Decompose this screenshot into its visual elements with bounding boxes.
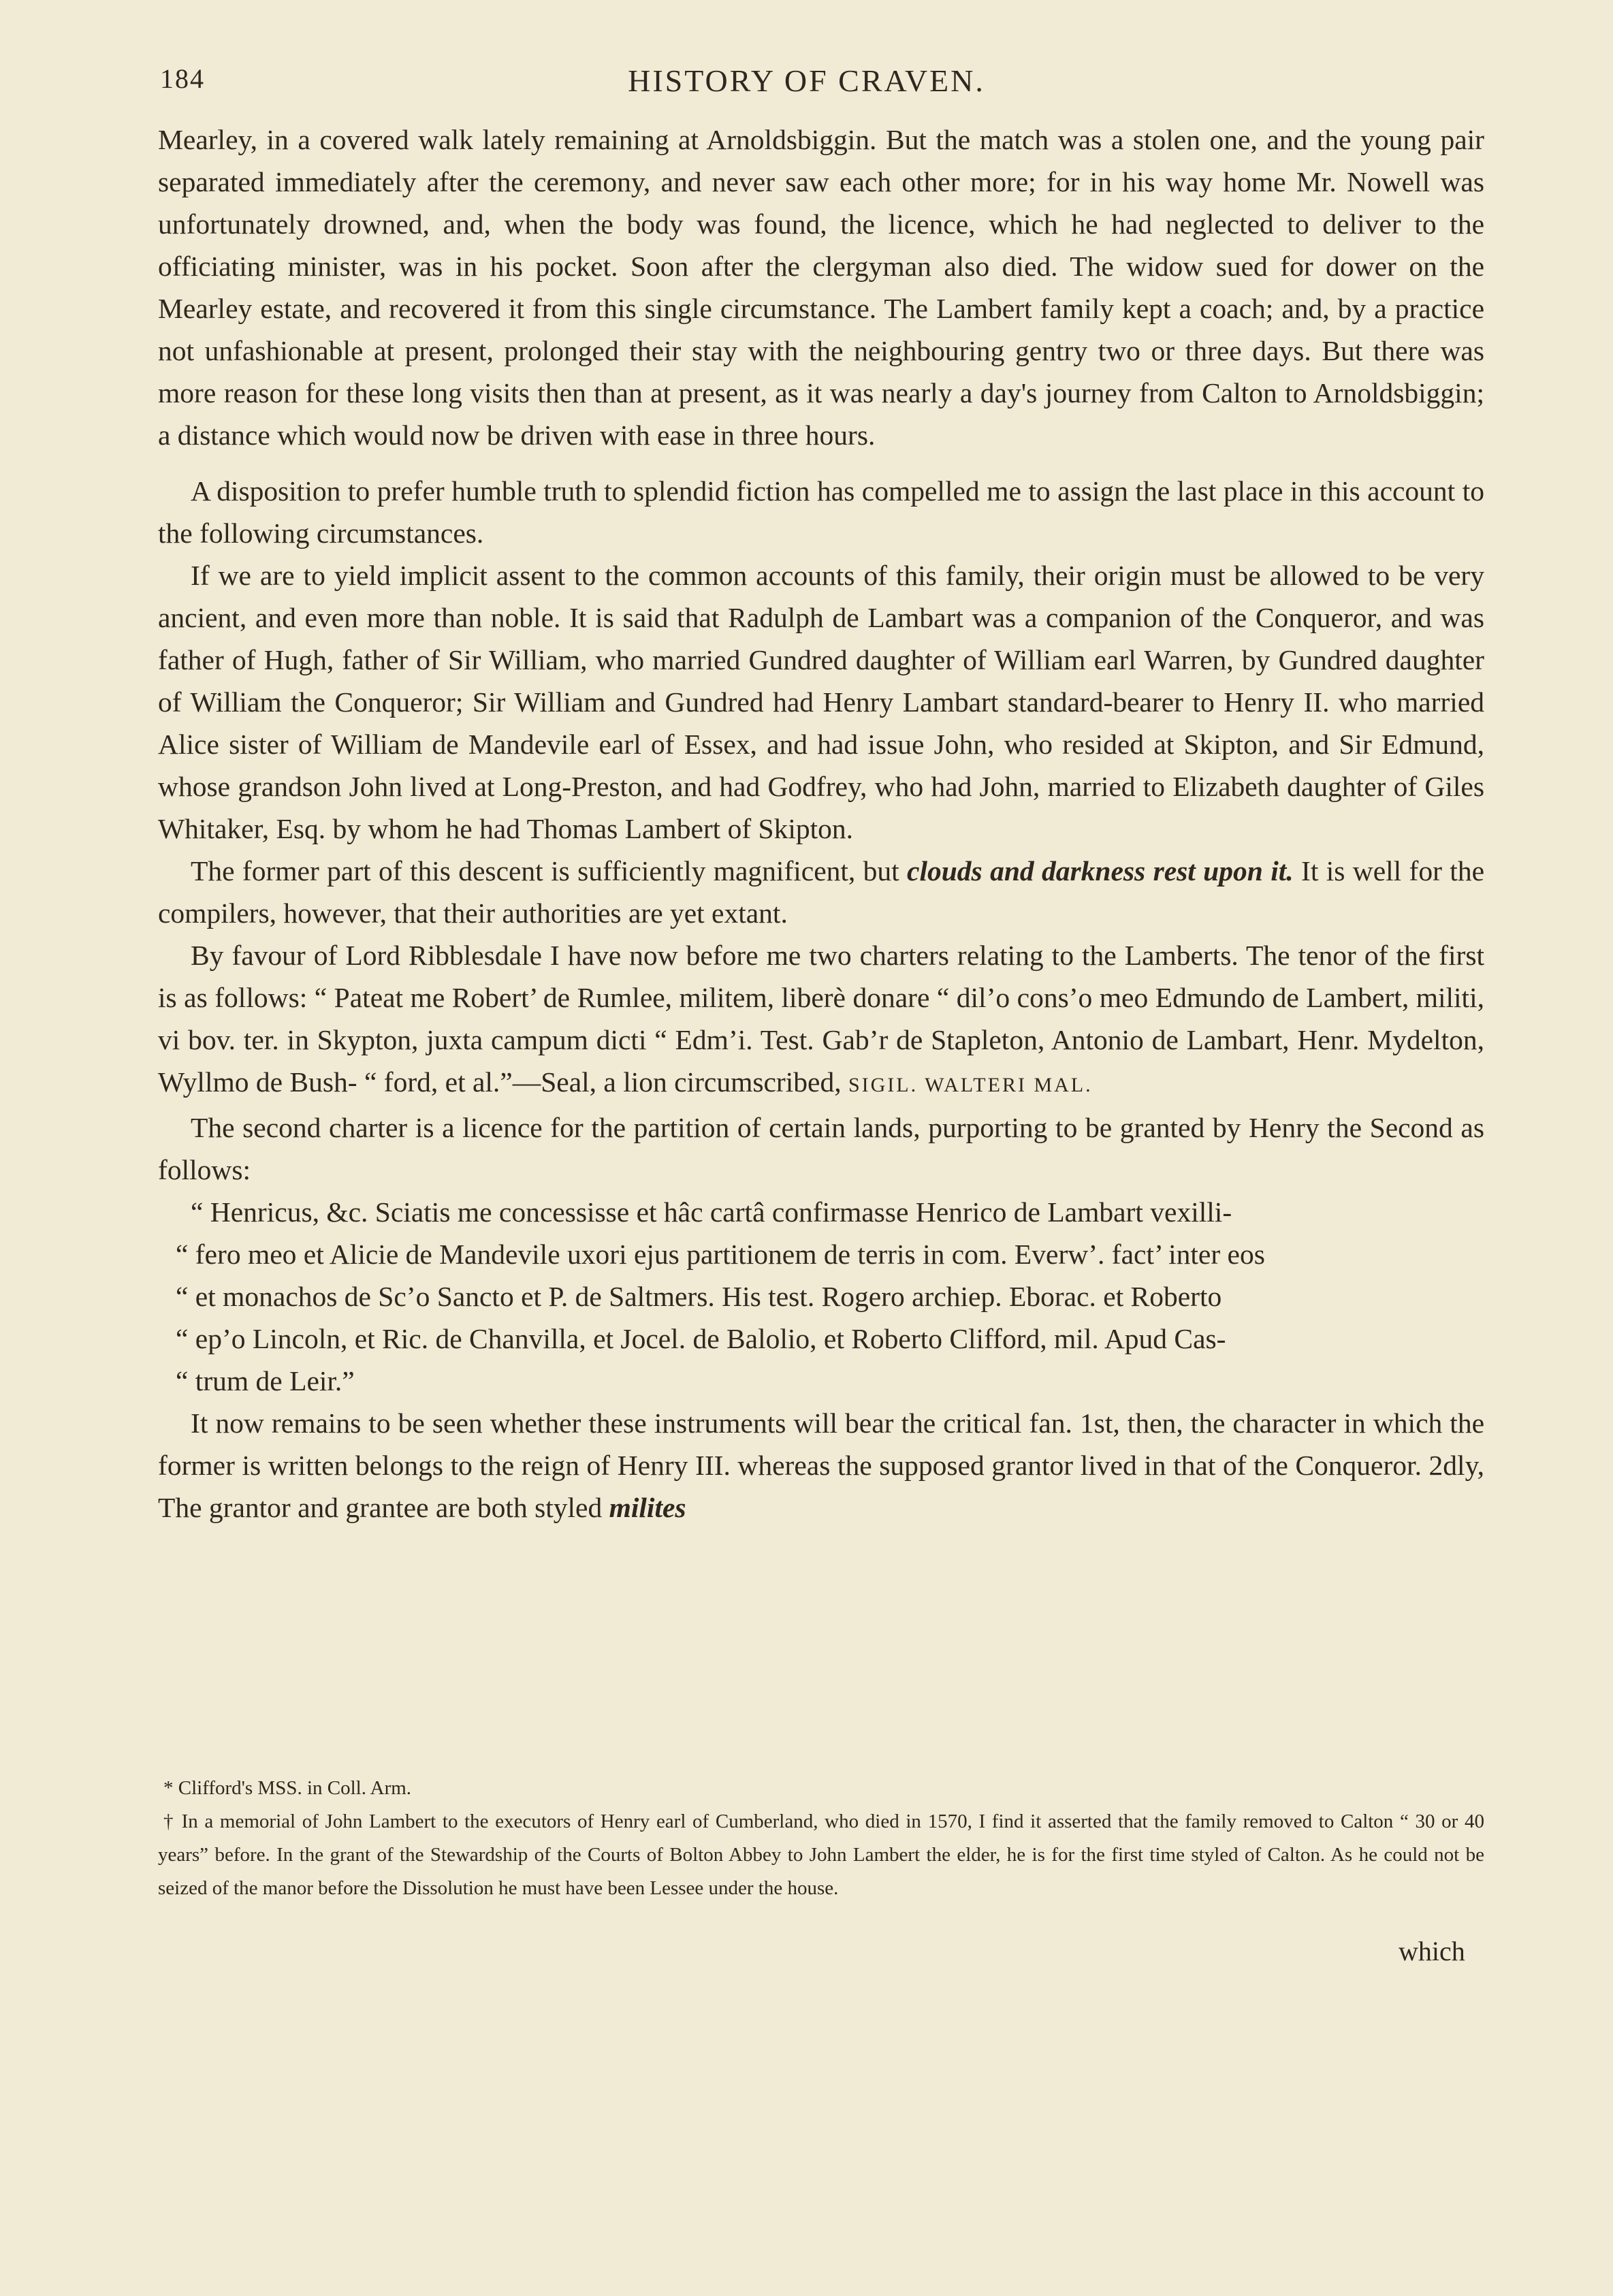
para8-italic-word: milites: [609, 1492, 686, 1523]
footnotes: [158, 1772, 1484, 1905]
para4-text-after: It is well for the compilers, however, that their authorities are yet extant.: [158, 855, 1484, 929]
para4-italic-phrase: clouds and darkness rest upon it.: [907, 855, 1294, 887]
para4-text-before: The former part of this descent is sufficiently magnificent, but: [191, 855, 908, 887]
para5-text: By favour of Lord Ribblesdale I have now before me two charters relating to the Lamberts. The tenor of the first is as follows: “ Pateat me Robert’ de Rumlee, militem, liberè donare “ dil’o cons’o meo Edmundo de Lambert, militi, vi bov. ter. in Skypton, juxta campum dicti “ Edm’i. Test. Gab’r de Stapleton, Antonio de Lambart, Henr. Mydelton, Wyllmo de Bush- “ ford, et al.”—Seal, a lion circumscribed,: [158, 940, 1484, 1098]
footnote-asterisk: * Clifford's MSS. in Coll. Arm.: [163, 1777, 412, 1799]
catchword: which: [1399, 1936, 1465, 1966]
footnote-dagger: † In a memorial of John Lambert to the executors of Henry earl of Cumberland, who died in 1570, I find it asserted that the family removed to Calton “ 30 or 40 years” before. In the grant of the Stewardship of the Courts of Bolton Abbey to John Lambert the elder, he is for the first time styled of Calton. As he could not be seized of the manor before the Dissolution he must have been Lessee under the house.: [158, 1811, 1484, 1899]
latin-quote-line: “ trum de Leir.”: [176, 1365, 355, 1397]
latin-quote-line: “ ep’o Lincoln, et Ric. de Chanvilla, et Jocel. de Balolio, et Roberto Clifford, mil. Apud Cas-: [176, 1323, 1226, 1354]
page-number: 184: [160, 63, 205, 94]
paragraph-second-charter: The second charter is a licence for the partition of certain lands, purporting to be granted by Henry the Second as follows:: [158, 1112, 1484, 1185]
running-title: HISTORY OF CRAVEN.: [628, 63, 985, 98]
paragraph-former-part: [158, 850, 1484, 934]
paragraph-continuation: Mearley, in a covered walk lately remaining at Arnoldsbiggin. But the match was a stolen one, and the young pair separated immediately after the ceremony, and never saw each other more; for in his way home Mr. Nowell was unfortunately drowned, and, when the body was found, the licence, which he had neglected to deliver to the officiating minister, was in his pocket. Soon after the clergyman also died. The widow sued for dower on the Mearley estate, and recovered it from this single circumstance. The Lambert family kept a coach; and, by a practice not unfashionable at present, prolonged their stay with the neighbouring gentry two or three days. But there was more reason for these long visits then than at present, as it was nearly a day's journey from Calton to Arnoldsbiggin; a distance which would now be driven with ease in three hours.: [158, 124, 1484, 451]
paragraph-genealogy: If we are to yield implicit assent to the common accounts of this family, their origin must be allowed to be very ancient, and even more than noble. It is said that Radulph de Lambart was a companion of the Conqueror, and was father of Hugh, father of Sir William, who married Gundred daughter of William earl Warren, by Gundred daughter of William the Conqueror; Sir William and Gundred had Henry Lambart standard-bearer to Henry II. who married Alice sister of William de Mandevile earl of Essex, and had issue John, who resided at Skipton, and Sir Edmund, whose grandson John lived at Long-Preston, and had Godfrey, who had John, married to Elizabeth daughter of Giles Whitaker, Esq. by whom he had Thomas Lambert of Skipton.: [158, 560, 1484, 844]
page-header: [0, 63, 1613, 103]
paragraph-critical-fan: [158, 1402, 1484, 1529]
seal-inscription: SIGIL. WALTERI MAL.: [848, 1074, 1093, 1096]
latin-quote-line: “ fero meo et Alicie de Mandevile uxori ejus partitionem de terris in com. Everw’. fact’ inter eos: [176, 1239, 1265, 1270]
latin-quote-line: “ Henricus, &c. Sciatis me concessisse et hâc cartâ confirmasse Henrico de Lambart vexilli-: [191, 1196, 1232, 1228]
latin-quote-line: “ et monachos de Sc’o Sancto et P. de Saltmers. His test. Rogero archiep. Eborac. et Roberto: [176, 1281, 1222, 1312]
paragraph-first-charter: [158, 934, 1484, 1106]
para8-text: It now remains to be seen whether these instruments will bear the critical fan. 1st, then, the character in which the former is written belongs to the reign of Henry III. whereas the supposed grantor lived in that of the Conqueror. 2dly, The grantor and grantee are both styled: [158, 1407, 1484, 1523]
paragraph-disposition: A disposition to prefer humble truth to splendid fiction has compelled me to assign the last place in this account to the following circumstances.: [158, 475, 1484, 549]
main-text: [158, 118, 1484, 1529]
